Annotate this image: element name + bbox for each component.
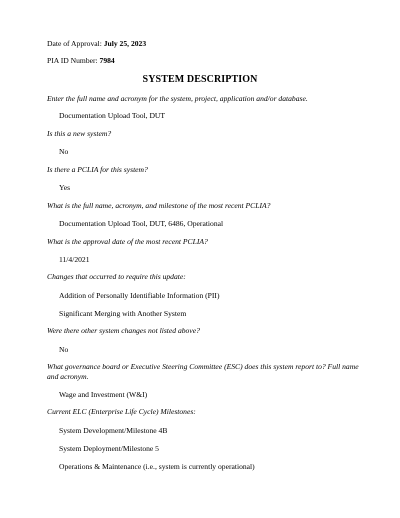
approval-date-line: [47, 39, 146, 49]
question: What governance board or Executive Steering Committee (ESC) does this system report to? Full name and acronym.: [47, 362, 359, 381]
answer: Wage and Investment (W&I): [59, 390, 148, 399]
question: Were there other system changes not listed above?: [47, 326, 200, 335]
answer: Yes: [59, 183, 71, 192]
answer: Operations & Maintenance (i.e., system is currently operational): [59, 462, 255, 471]
pia-id-label: PIA ID Number:: [47, 56, 100, 65]
approval-date-value: July 25, 2023: [103, 39, 147, 48]
answer: No: [59, 345, 69, 354]
question: Is there a PCLIA for this system?: [47, 165, 148, 174]
answer: Significant Merging with Another System: [59, 309, 187, 318]
answer: Documentation Upload Tool, DUT, 6486, Operational: [59, 219, 224, 228]
answer: No: [59, 147, 69, 156]
question: Current ELC (Enterprise Life Cycle) Milestones:: [47, 407, 196, 416]
pia-id-line: [47, 56, 115, 66]
answer: Documentation Upload Tool, DUT: [59, 111, 166, 120]
question: Changes that occurred to require this update:: [47, 272, 186, 281]
answer: System Deployment/Milestone 5: [59, 444, 159, 453]
question: What is the full name, acronym, and milestone of the most recent PCLIA?: [47, 201, 271, 210]
question: Is this a new system?: [47, 129, 112, 138]
answer: System Development/Milestone 4B: [59, 426, 168, 435]
question: Enter the full name and acronym for the system, project, application and/or database.: [47, 94, 308, 103]
section-title: SYSTEM DESCRIPTION: [142, 74, 258, 85]
question: What is the approval date of the most recent PCLIA?: [47, 237, 208, 246]
pia-id-value: 7984: [99, 56, 115, 65]
approval-date-label: Date of Approval:: [47, 39, 104, 48]
answer: 11/4/2021: [59, 255, 90, 264]
answer: Addition of Personally Identifiable Information (PII): [59, 291, 220, 300]
